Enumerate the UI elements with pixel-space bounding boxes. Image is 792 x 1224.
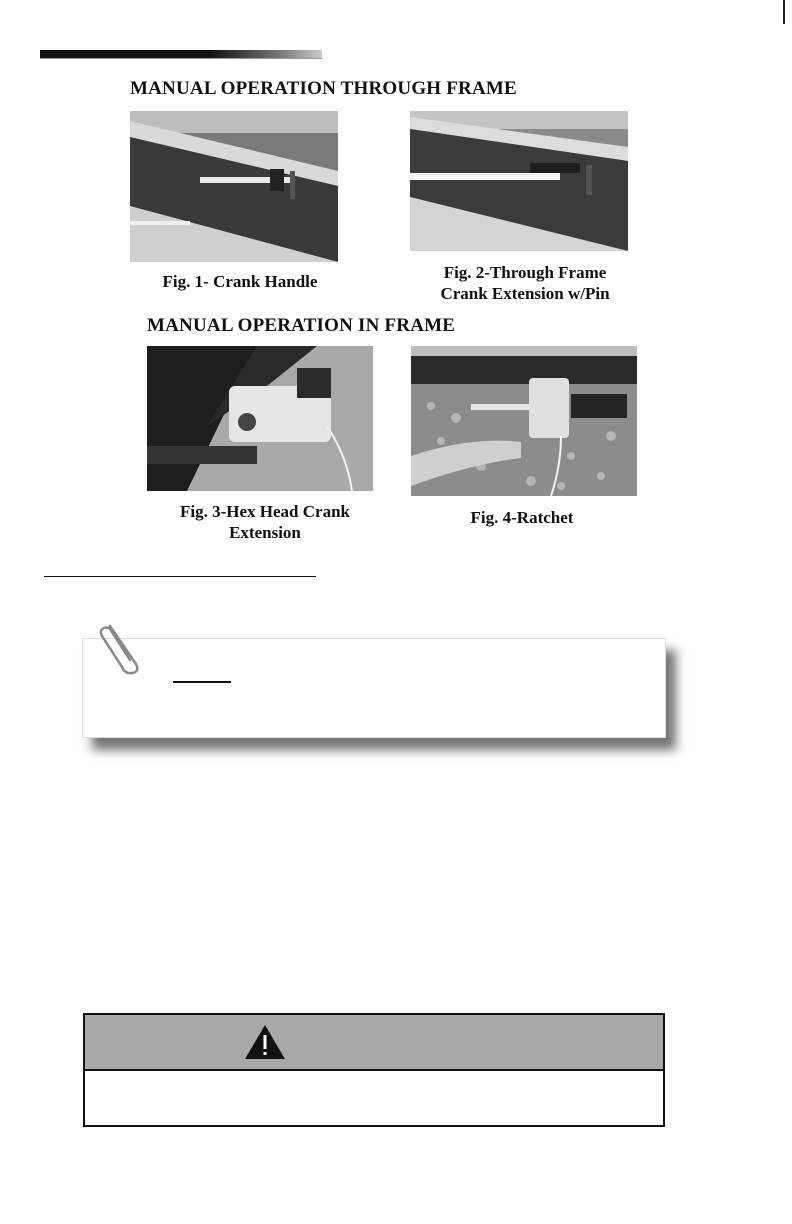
fig2-photo xyxy=(410,111,628,251)
warning-header xyxy=(85,1015,663,1071)
fig2-caption-line1: Fig. 2-Through Frame xyxy=(443,263,607,282)
fig2-caption-line2: Crank Extension w/Pin xyxy=(440,284,610,303)
note-box xyxy=(82,638,666,738)
warning-triangle-icon xyxy=(243,1023,287,1061)
heading-in-frame: MANUAL OPERATION IN FRAME xyxy=(147,315,456,336)
fig4-caption: Fig. 4-Ratchet xyxy=(470,508,574,527)
section-rule-top xyxy=(40,50,322,59)
heading-through-frame: MANUAL OPERATION THROUGH FRAME xyxy=(130,78,517,99)
fig3-caption-line1: Fig. 3-Hex Head Crank xyxy=(180,502,350,521)
fig3-caption-line2: Extension xyxy=(229,523,301,542)
paperclip-icon xyxy=(96,620,148,676)
fig1-caption: Fig. 1- Crank Handle xyxy=(162,272,318,291)
warning-box xyxy=(83,1013,665,1127)
section-rule-middle xyxy=(44,576,316,577)
fig4-photo xyxy=(411,346,637,496)
fig3-photo xyxy=(147,346,373,491)
fig1-photo xyxy=(130,111,338,262)
page-corner-mark xyxy=(783,0,785,24)
note-label-underline xyxy=(173,681,231,683)
